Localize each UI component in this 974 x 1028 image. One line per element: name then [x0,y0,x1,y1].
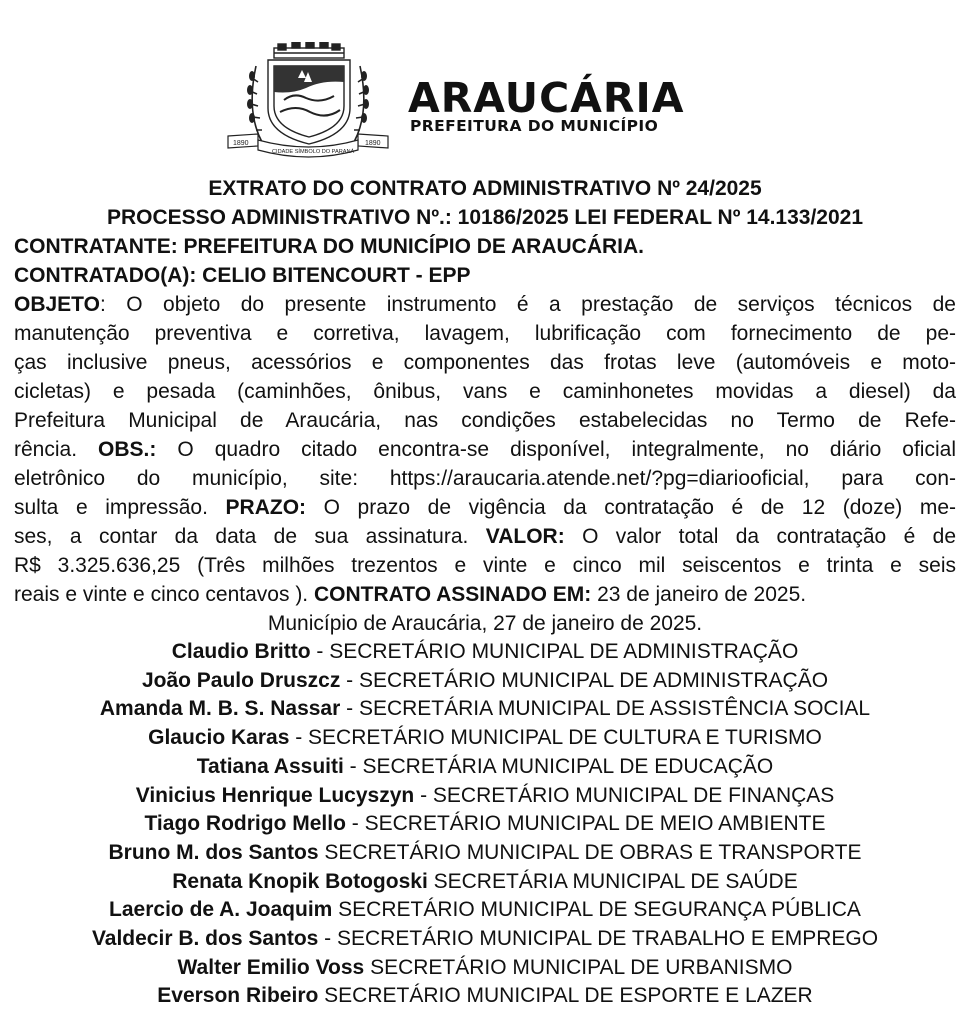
signature-line [14,667,956,696]
signatory-name: Tiago Rodrigo Mello [144,812,346,836]
body-text-run: O valor total da contratação é de [564,525,956,548]
signatures-list [14,638,956,1011]
signatory-name: Valdecir B. dos Santos [91,927,319,951]
brand-name: ARAUCÁRIA [408,74,685,122]
signatory-name: Glaucio Karas [148,726,290,750]
signature-line [14,839,956,868]
signature-line [14,868,956,897]
municipality-logo [408,74,685,135]
field-label: PRAZO: [225,496,307,519]
body-text-run: ses, a contar da data de sua assinatura. [14,525,486,548]
signatory-title: - SECRETÁRIO MUNICIPAL DE TRABALHO E EMPREGO [318,927,879,951]
signatory-title: SECRETÁRIO MUNICIPAL DE ESPORTE E LAZER [318,984,813,1008]
contract-extract [14,174,956,1011]
body-text-run: reais e vinte e cinco centavos ). [14,583,314,606]
seal-year-right: 1890 [365,140,381,147]
body-line [14,551,956,580]
signatory-title: - SECRETÁRIA MUNICIPAL DE ASSISTÊNCIA SOCIAL [340,697,871,721]
field-label: OBJETO [14,293,100,316]
signature-line [14,695,956,724]
signatory-name: Claudio Britto [171,640,311,663]
signatory-name: Laercio de A. Joaquim [109,898,333,922]
signatory-name: João Paulo Druszcz [141,668,341,692]
signatory-name: Tatiana Assuiti [196,754,344,778]
body-text-run: rência. [14,438,99,461]
body-text-run: Prefeitura Municipal de Araucária, nas condições estabelecidas no Termo de Refe- [14,409,956,432]
signatory-title: - SECRETÁRIO MUNICIPAL DE ADMINISTRAÇÃO [310,640,799,663]
body-line [14,464,956,493]
signatory-name: Vinicius Henrique Lucyszyn [135,783,415,807]
process-reference: PROCESSO ADMINISTRATIVO Nº.: 10186/2025 LEI FEDERAL Nº 14.133/2021 [106,206,864,229]
signatory-name: Amanda M. B. S. Nassar [99,697,341,721]
signatory-name: Bruno M. dos Santos [108,840,319,864]
contracted-party: CONTRATADO(A): CELIO BITENCOURT - EPP [14,264,471,287]
signature-line [14,782,956,811]
signatory-name: Walter Emilio Voss [177,955,365,979]
signatory-title: SECRETÁRIO MUNICIPAL DE OBRAS E TRANSPORTE [318,840,862,864]
signatory-title: - SECRETÁRIO MUNICIPAL DE ADMINISTRAÇÃO [340,668,829,692]
signatory-title: - SECRETÁRIO MUNICIPAL DE CULTURA E TURISMO [289,726,822,750]
signatory-title: SECRETÁRIO MUNICIPAL DE URBANISMO [364,955,793,979]
body-text-run: 23 de janeiro de 2025. [591,583,807,606]
signatory-name: Everson Ribeiro [157,984,319,1008]
field-label: OBS.: [98,438,157,461]
body-text-run: : O objeto do presente instrumento é a prestação de serviços técnicos de [99,293,956,316]
signature-line [14,982,956,1011]
body-text-run: O prazo de vigência da contratação é de 12 (doze) me- [306,496,956,519]
body-line [14,522,956,551]
body-text-run: eletrônico do município, site: https://araucaria.atende.net/?pg=diariooficial, para con- [14,467,956,490]
place-date: Município de Araucária, 27 de janeiro de 2025. [267,612,703,635]
signature-line [14,638,956,667]
signature-line [14,896,956,925]
signatory-title: SECRETÁRIA MUNICIPAL DE SAÚDE [427,869,798,893]
contracting-party: CONTRATANTE: PREFEITURA DO MUNICÍPIO DE ARAUCÁRIA. [14,235,644,258]
body-line [14,319,956,348]
body-line [14,406,956,435]
signatory-title: - SECRETÁRIO MUNICIPAL DE MEIO AMBIENTE [345,812,826,836]
body-text-run: R$ 3.325.636,25 (Três milhões trezentos e vinte e cinco mil seiscentos e trinta e seis [14,554,956,577]
body-text-run: O quadro citado encontra-se disponível, integralmente, no diário oficial [156,438,956,461]
brand-subtitle: PREFEITURA DO MUNICÍPIO [410,117,659,135]
body-text-run: sulta e impressão. [14,496,226,519]
body-line [14,580,956,609]
signatory-title: - SECRETÁRIA MUNICIPAL DE EDUCAÇÃO [343,754,774,778]
signature-line [14,925,956,954]
seal-year-left: 1890 [233,140,249,147]
body-text-run: cicletas) e pesada (caminhões, ônibus, vans e caminhonetes movidas a diesel) da [14,380,956,403]
signature-line [14,753,956,782]
body-line [14,493,956,522]
coat-of-arms-icon [222,42,394,158]
body-text-run: manutenção preventiva e corretiva, lavagem, lubrificação com fornecimento de pe- [14,322,956,345]
body-line [14,435,956,464]
signatory-title: - SECRETÁRIO MUNICIPAL DE FINANÇAS [414,783,835,807]
body-line [14,377,956,406]
signature-line [14,724,956,753]
body-line [14,290,956,319]
document-title: EXTRATO DO CONTRATO ADMINISTRATIVO Nº 24/2025 [208,177,762,200]
page-header [0,38,974,158]
body-text-run: ças inclusive pneus, acessórios e componentes das frotas leve (automóveis e moto- [14,351,956,374]
field-label: CONTRATO ASSINADO EM: [313,583,592,606]
contract-body [14,290,956,609]
signature-line [14,954,956,983]
signatory-title: SECRETÁRIO MUNICIPAL DE SEGURANÇA PÚBLICA [332,898,861,922]
signatory-name: Renata Knopik Botogoski [172,869,428,893]
seal-motto: CIDADE SÍMBOLO DO PARANÁ [272,149,355,155]
field-label: VALOR: [485,525,565,548]
body-line [14,348,956,377]
signature-line [14,810,956,839]
